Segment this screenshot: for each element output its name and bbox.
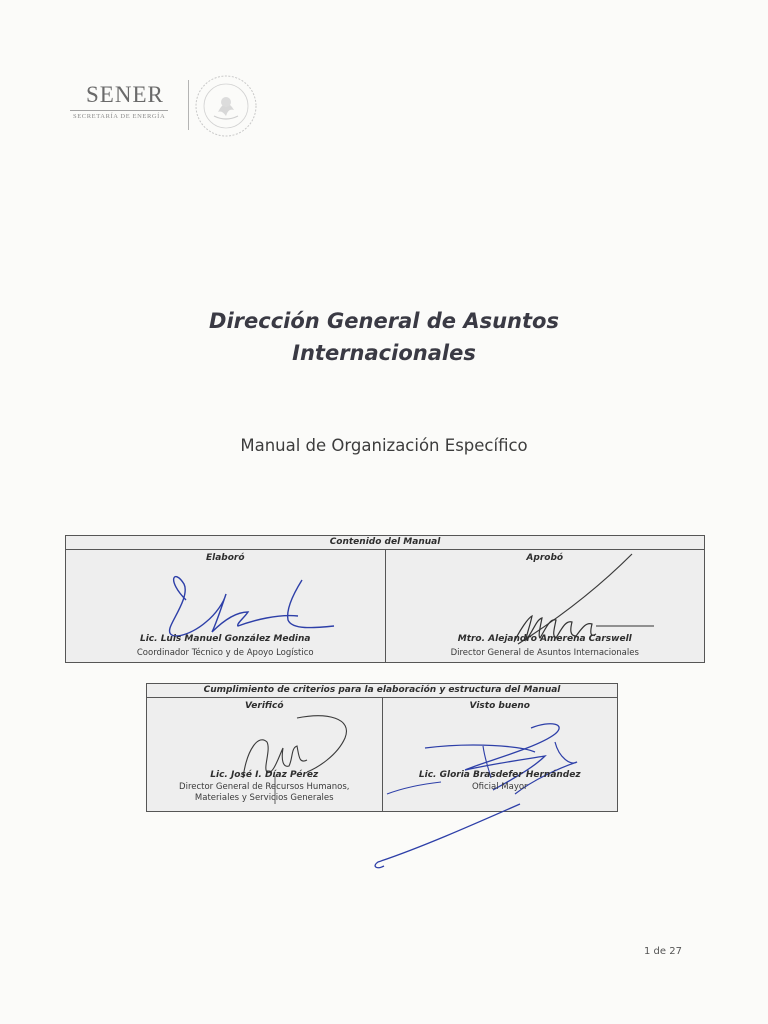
visto-bueno-position: Oficial Mayor <box>471 782 528 792</box>
elaboro-position: Coordinador Técnico y de Apoyo Logístico <box>136 648 314 658</box>
content-approval-table <box>65 535 705 663</box>
national-seal-icon <box>192 72 260 140</box>
visto-bueno-role: Visto bueno <box>469 701 530 711</box>
document-title-line-2: Internacionales <box>292 341 476 365</box>
agency-subtitle: SECRETARÍA DE ENERGÍA <box>73 113 166 120</box>
letterhead <box>68 78 268 138</box>
letterhead-divider <box>188 80 189 130</box>
aprobo-cell <box>385 550 705 663</box>
content-table-heading: Contenido del Manual <box>66 536 705 550</box>
elaboro-role: Elaboró <box>205 553 245 563</box>
aprobo-position: Director General de Asuntos Internacionales <box>450 648 639 658</box>
aprobo-name: Mtro. Alejandro Amerena Carswell <box>457 634 632 644</box>
document-subtitle: Manual de Organización Específico <box>240 436 528 455</box>
aprobo-role: Aprobó <box>526 553 564 563</box>
visto-bueno-cell <box>382 698 618 812</box>
elaboro-cell <box>66 550 386 663</box>
verifico-cell <box>147 698 383 812</box>
criteria-table-heading: Cumplimiento de criterios para la elaboración y estructura del Manual <box>147 684 618 698</box>
document-title <box>0 305 768 369</box>
criteria-verification-table <box>146 683 618 812</box>
agency-name: SENER <box>86 82 164 107</box>
brasdefer-signature <box>383 698 607 811</box>
verifico-role: Verificó <box>244 701 284 711</box>
visto-bueno-name: Lic. Gloria Brasdefer Hernández <box>418 770 581 780</box>
amerena-signature <box>386 550 702 662</box>
elaboro-name: Lic. Luis Manuel González Medina <box>139 634 311 644</box>
page-number: 1 de 27 <box>644 946 682 957</box>
verifico-name: Lic. José I. Díaz Pérez <box>210 770 319 780</box>
letterhead-rule <box>70 110 168 111</box>
verifico-position <box>147 782 382 804</box>
document-title-line-1: Dirección General de Asuntos <box>209 309 559 333</box>
verifico-position-line-1: Director General de Recursos Humanos, <box>179 782 350 792</box>
verifico-position-line-2: Materiales y Servicios Generales <box>194 793 334 803</box>
gonzalez-signature <box>66 550 388 662</box>
